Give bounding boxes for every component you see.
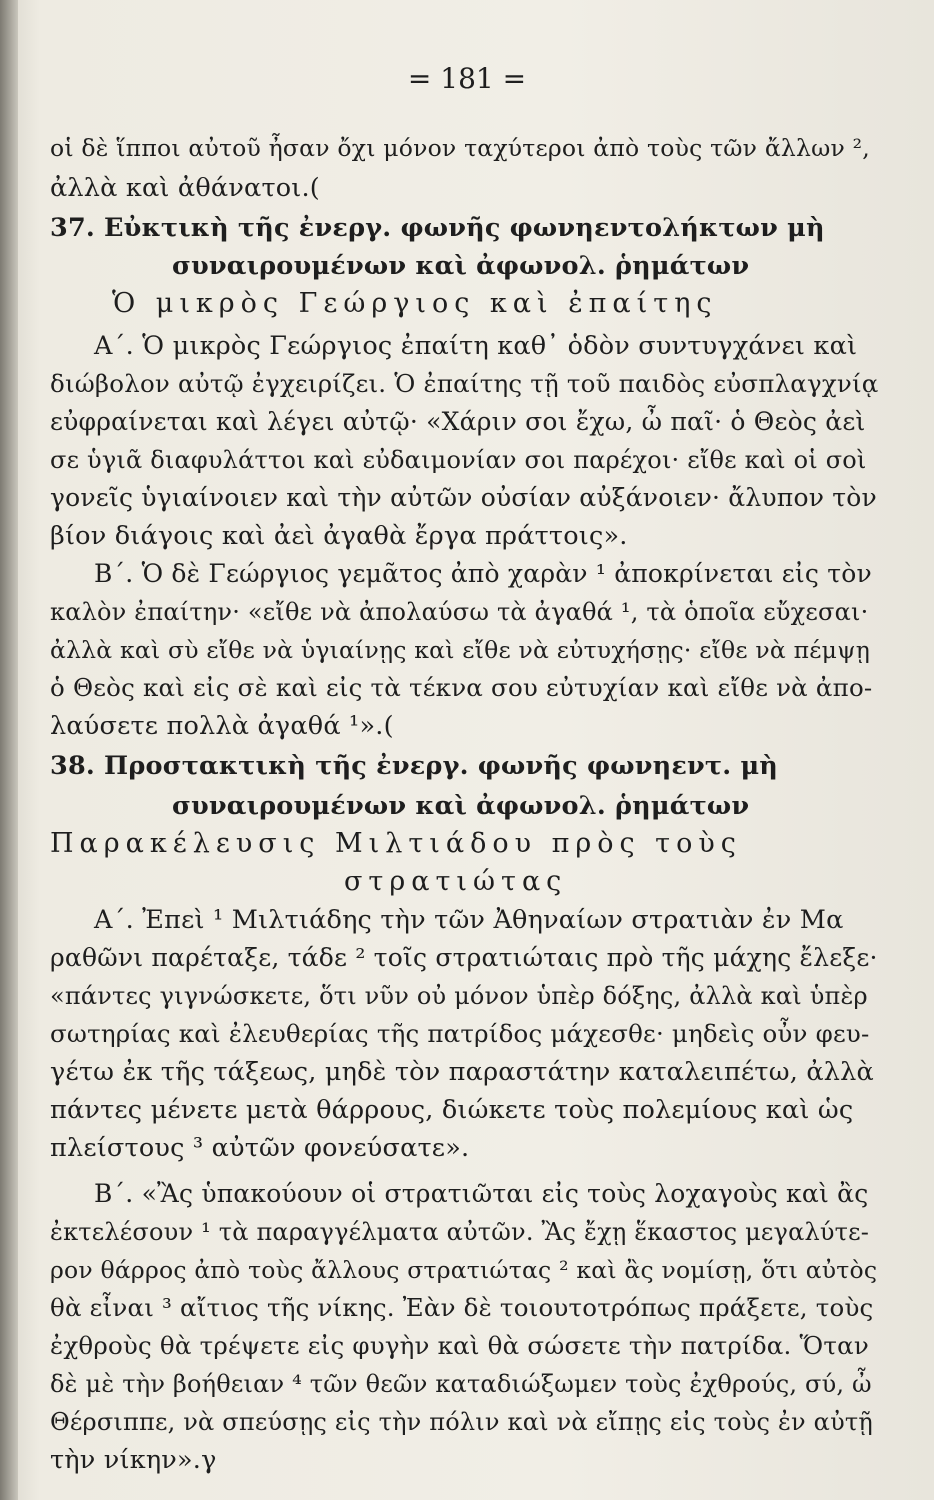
text-line-29: ἐκτελέσουν ¹ τὰ παραγγέλματα αὐτῶν. Ἂς ἔχῃ ἕκαστος μεγαλύτε- (50, 1218, 870, 1246)
text-line-11: βίον διάγοις καὶ ἀεὶ ἀγαθὰ ἔργα πράττοις». (50, 521, 628, 551)
text-line-24: σωτηρίας καὶ ἐλευθερίας τῆς πατρίδος μάχεσθε· μηδεὶς οὖν φευ- (50, 1019, 870, 1048)
text-line-25: γέτω ἐκ τῆς τάξεως, μηδὲ τὸν παραστάτην καταλειπέτω, ἀλλὰ (50, 1057, 874, 1087)
text-line-32: ἐχθροὺς θὰ τρέψετε εἰς φυγὴν καὶ θὰ σώσετε τὴν πατρίδα. Ὅταν (50, 1331, 869, 1360)
text-line-16: λαύσετε πολλὰ ἀγαθά ¹».( (50, 711, 394, 741)
text-line-12: Β΄. Ὁ δὲ Γεώργιος γεμᾶτος ἀπὸ χαρὰν ¹ ἀποκρίνεται εἰς τὸν (94, 559, 872, 588)
text-line-21: Α΄. Ἐπεὶ ¹ Μιλτιάδης τὴν τῶν Ἀθηναίων στρατιὰν ἐν Μα (94, 905, 844, 935)
text-line-2: ἀλλὰ καὶ ἀθάνατοι.( (50, 173, 320, 203)
text-line-22: ραθῶνι παρέταξε, τάδε ² τοῖς στρατιώταις πρὸ τῆς μάχης ἔλεξε· (50, 943, 878, 972)
text-line-10: γονεῖς ὑγιαίνοιεν καὶ τὴν αὐτῶν οὐσίαν αὐξάνοιεν· ἄλυπον τὸν (50, 483, 877, 512)
story-title-2: Παρακέλευσις Μιλτιάδου πρὸς τοὺς (50, 828, 742, 859)
story-title-2-cont: στρατιώτας (344, 866, 568, 897)
text-line-27: πλείστους ³ αὐτῶν φονεύσατε». (50, 1133, 470, 1163)
text-line-31: θὰ εἶναι ³ αἴτιος τῆς νίκης. Ἐὰν δὲ τοιουτοτρόπως πράξετε, τοὺς (50, 1293, 874, 1322)
page-number: = 181 = (407, 62, 527, 95)
section-38-heading: 38. Προστακτικὴ τῆς ἐνεργ. φωνῆς φωνηεντ. μὴ (50, 751, 779, 781)
text-line-9: σε ὑγιᾶ διαφυλάττοι καὶ εὐδαιμονίαν σοι παρέχοι· εἴθε καὶ οἱ σοὶ (50, 446, 867, 474)
text-line-6: Α΄. Ὁ μικρὸς Γεώργιος ἐπαίτη καθ᾽ ὁδὸν συντυγχάνει καὶ (94, 331, 858, 361)
text-line-15: ὁ Θεὸς καὶ εἰς σὲ καὶ εἰς τὰ τέκνα σου εὐτυχίαν καὶ εἴθε νὰ ἀπο- (50, 673, 873, 702)
text-line-26: πάντες μένετε μετὰ θάρρους, διώκετε τοὺς πολεμίους καὶ ὡς (50, 1095, 854, 1125)
text-line-1: οἱ δὲ ἵπποι αὐτοῦ ἦσαν ὄχι μόνον ταχύτεροι ἀπὸ τοὺς τῶν ἄλλων ², (50, 134, 870, 162)
section-37-heading-cont: συναιρουμένων καὶ ἀφωνολ. ῥημάτων (172, 251, 750, 281)
text-line-33: δὲ μὲ τὴν βοήθειαν ⁴ τῶν θεῶν καταδιώξωμεν τοὺς ἐχθρούς, σύ, ὦ (50, 1370, 872, 1398)
text-line-8: εὐφραίνεται καὶ λέγει αὐτῷ· «Χάριν σοι ἔχω, ὦ παῖ· ὁ Θεὸς ἀεὶ (50, 407, 866, 436)
text-line-14: ἀλλὰ καὶ σὺ εἴθε νὰ ὑγιαίνῃς καὶ εἴθε νὰ εὐτυχήσῃς· εἴθε νὰ πέμψῃ (50, 636, 871, 664)
text-line-7: διώβολον αὐτῷ ἐγχειρίζει. Ὁ ἐπαίτης τῇ τοῦ παιδὸς εὐσπλαγχνίᾳ (50, 369, 879, 398)
text-line-28: Β΄. «Ἂς ὑπακούουν οἱ στρατιῶται εἰς τοὺς λοχαγοὺς καὶ ἂς (94, 1179, 869, 1208)
book-spine-shadow (0, 0, 18, 1500)
text-line-13: καλὸν ἐπαίτην· «εἴθε νὰ ἀπολαύσω τὰ ἀγαθά ¹, τὰ ὁποῖα εὔχεσαι· (50, 598, 869, 626)
section-37-heading: 37. Εὐκτικὴ τῆς ἐνεργ. φωνῆς φωνηεντολήκτων μὴ (50, 213, 825, 243)
text-line-35: τὴν νίκην».γ (50, 1445, 217, 1475)
text-line-30: ρον θάρρος ἀπὸ τοὺς ἄλλους στρατιώτας ² καὶ ἂς νομίσῃ, ὅτι αὐτὸς (50, 1256, 878, 1284)
text-line-23: «πάντες γιγνώσκετε, ὅτι νῦν οὐ μόνον ὑπὲρ δόξης, ἀλλὰ καὶ ὑπὲρ (50, 982, 868, 1010)
section-38-heading-cont: συναιρουμένων καὶ ἀφωνολ. ῥημάτων (172, 791, 750, 821)
story-title-1: Ὁ μικρὸς Γεώργιος καὶ ἐπαίτης (112, 288, 718, 319)
text-line-34: Θέρσιππε, νὰ σπεύσῃς εἰς τὴν πόλιν καὶ νὰ εἴπῃς εἰς τοὺς ἐν αὐτῇ (50, 1408, 873, 1436)
